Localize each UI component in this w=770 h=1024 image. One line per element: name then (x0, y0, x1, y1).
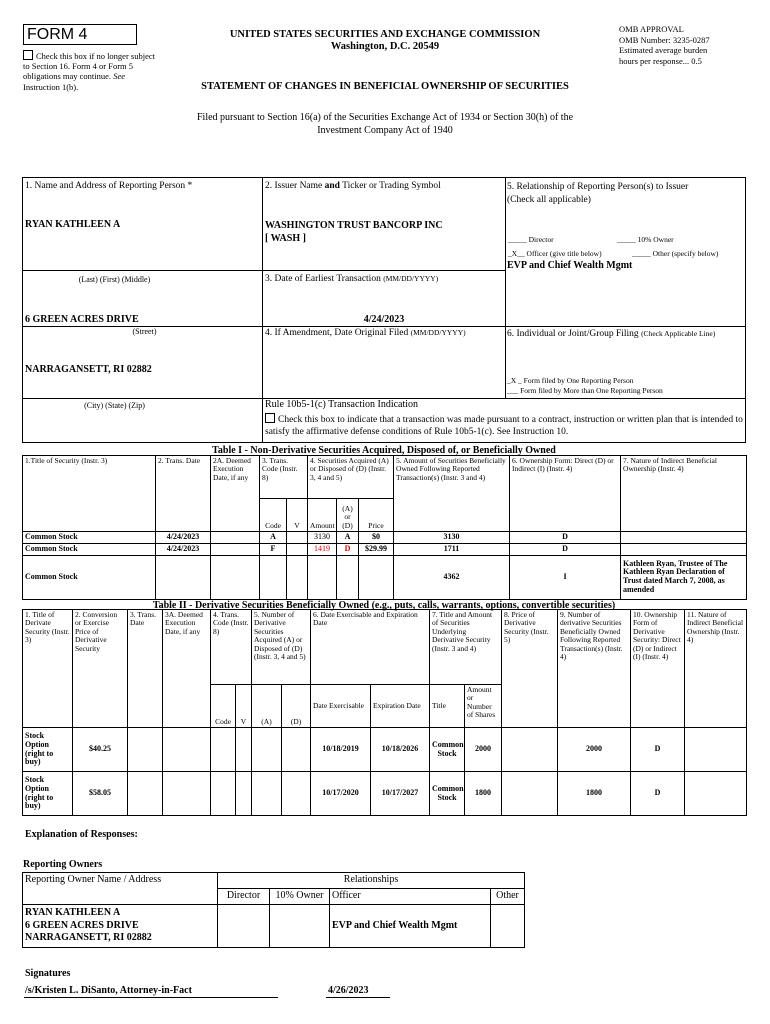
filing-option-one: _X _ Form filed by One Reporting Person (507, 376, 634, 385)
owners-h-name: Reporting Owner Name / Address (23, 873, 218, 889)
t1-h-amount: Amount (308, 499, 337, 532)
rule-text: Check this box to indicate that a transaction was made pursuant to a contract, instruction or written plan that is intended to satisfy the affirmative defense conditions of Rule 10b5-1(c). See Instruction 10. (265, 415, 743, 438)
issuer-name: WASHINGTON TRUST BANCORP INC [ WASH ] (265, 220, 443, 244)
t2-r1-owned: 1800 (558, 772, 631, 816)
t2-h-code-sub: Code (211, 685, 236, 728)
signature-date: 4/26/2023 (328, 985, 369, 996)
officer-title: EVP and Chief Wealth Mgmt (507, 260, 633, 271)
name-parts-label: (Last) (First) (Middle) (78, 275, 151, 284)
filing-label: 6. Individual or Joint/Group Filing (Check Applicable Line) (507, 329, 716, 339)
street-address: 6 GREEN ACRES DRIVE (25, 314, 139, 325)
t1-r1-owned: 1711 (394, 543, 510, 555)
t1-r0-price: $0 (359, 532, 394, 544)
t2-h-conv: 2. Conversion or Exercise Price of Derivative Security (73, 610, 128, 685)
table-row (23, 532, 747, 544)
issuer-label: 2. Issuer Name and Ticker or Trading Symbol (265, 181, 441, 191)
signatures-label: Signatures (25, 968, 71, 979)
filed-pursuant: Filed pursuant to Section 16(a) of the Securities Exchange Act of 1934 or Section 30(h) of the Investment Company Act of 1940 (196, 112, 574, 136)
t2-h-date-ex: Date Exercisable (311, 685, 371, 728)
t1-h-price: Price (359, 499, 394, 532)
t1-h-acquired: 4. Securities Acquired (A) or Disposed of (D) (Instr. 3, 4 and 5) (308, 456, 394, 499)
table-row (23, 728, 747, 772)
t1-h-title: 1.Title of Security (Instr. 3) (23, 456, 156, 499)
t1-r0-amount: 3130 (308, 532, 337, 544)
relationship-director: _____ Director (508, 235, 554, 244)
t2-r1-amount: 1800 (465, 772, 502, 816)
t2-r0-owned: 2000 (558, 728, 631, 772)
t1-h-owned: 5. Amount of Securities Beneficially Owned Following Reported Transaction(s) (Instr. 3 and 4) (394, 456, 510, 499)
owners-h-oth: Other (491, 889, 525, 905)
t1-r0-owned: 3130 (394, 532, 510, 544)
t2-h-code: 4. Trans. Code (Instr. 8) (211, 610, 252, 685)
owner-address: RYAN KATHLEEN A 6 GREEN ACRES DRIVE NARRAGANSETT, RI 02882 (23, 905, 218, 948)
t2-r1-date-ex: 10/17/2020 (311, 772, 371, 816)
relationship-officer: _X__ Officer (give title below) (508, 249, 602, 258)
t2-h-title: 1. Title of Derivate Security (Instr. 3) (23, 610, 73, 685)
t1-r1-date: 4/24/2023 (156, 543, 211, 555)
t1-h-date: 2. Trans. Date (156, 456, 211, 499)
t1-r0-title: Common Stock (23, 532, 156, 544)
filing-option-multi: ___ Form filed by More than One Reporting Person (507, 386, 663, 395)
t2-h-deemed: 3A. Deemed Execution Date, if any (163, 610, 211, 685)
t2-h-exp: Expiration Date (371, 685, 430, 728)
street-label: (Street) (132, 327, 157, 336)
t1-h-code-sub: Code (260, 499, 287, 532)
table2-title: Table II - Derivative Securities Beneficially Owned (e.g., puts, calls, warrants, options, convertible securities) (152, 600, 616, 611)
city-label: (City) (State) (Zip) (84, 401, 145, 410)
t2-h-v: V (236, 685, 252, 728)
t2-r0-security: Stock Option (right to buy) (23, 728, 73, 772)
t2-h-amount: Amount or Number of Shares (465, 685, 502, 728)
form-title: FORM 4 (23, 24, 137, 45)
t1-r2-nature: Kathleen Ryan, Trustee of The Kathleen Ryan Declaration of Trust dated March 7, 2008, as amended (621, 555, 747, 599)
t2-r0-title: Common Stock (430, 728, 465, 772)
t1-h-form: 6. Ownership Form: Direct (D) or Indirect (I) (Instr. 4) (510, 456, 621, 499)
owners-table (22, 872, 525, 948)
explanation-label: Explanation of Responses: (25, 829, 138, 840)
t1-r2-title: Common Stock (23, 555, 156, 599)
t1-r1-ad: D (337, 543, 359, 555)
t1-r1-code: F (260, 543, 287, 555)
section16-checkbox[interactable] (23, 50, 33, 60)
t2-h-underlying: 7. Title and Amount of Securities Underlying Derivative Security (Instr. 3 and 4) (430, 610, 502, 685)
t2-h-nature: 11. Nature of Indirect Beneficial Ownership (Instr. 4) (685, 610, 747, 685)
t2-h-number: 5. Number of Derivative Securities Acquired (A) or Disposed of (D) (Instr. 3, 4 and 5) (252, 610, 311, 685)
owners-h-ten: 10% Owner (270, 889, 330, 905)
t2-h-date: 3. Trans. Date (128, 610, 163, 685)
t1-r0-date: 4/24/2023 (156, 532, 211, 544)
city-state-zip: NARRAGANSETT, RI 02882 (25, 364, 152, 375)
relationship-label: 5. Relationship of Reporting Person(s) to Issuer (Check all applicable) (507, 182, 689, 206)
table2 (22, 609, 747, 816)
owners-h-off: Officer (330, 889, 491, 905)
t1-r2-form: I (510, 555, 621, 599)
t1-r1-price: $29.99 (359, 543, 394, 555)
owner-row (23, 905, 525, 948)
t2-r0-amount: 2000 (465, 728, 502, 772)
t2-r1-form: D (631, 772, 685, 816)
t2-h-form: 10. Ownership Form of Derivative Security: Direct (D) or Indirect (I) (Instr. 4) (631, 610, 685, 685)
t1-h-nature: 7. Nature of Indirect Beneficial Ownership (Instr. 4) (621, 456, 747, 499)
t1-r1-amount: 1419 (308, 543, 337, 555)
t1-h-code: 3. Trans. Code (Instr. 8) (260, 456, 308, 499)
owners-h-rel: Relationships (218, 873, 525, 889)
t1-h-v: V (287, 499, 308, 532)
t2-r0-form: D (631, 728, 685, 772)
t2-r1-exp: 10/17/2027 (371, 772, 430, 816)
t2-h-a: (A) (252, 685, 282, 728)
rule-label: Rule 10b5-1(c) Transaction Indication (265, 399, 419, 410)
t1-h-ad: (A) or (D) (337, 499, 359, 532)
t1-r2-owned: 4362 (394, 555, 510, 599)
t2-r1-security: Stock Option (right to buy) (23, 772, 73, 816)
t2-h-price: 8. Price of Derivative Security (Instr. 5) (502, 610, 558, 685)
earliest-transaction-label: 3. Date of Earliest Transaction (MM/DD/YYYY) (265, 274, 439, 284)
owners-label: Reporting Owners (23, 859, 103, 870)
t1-r0-form: D (510, 532, 621, 544)
omb-approval: OMB APPROVAL OMB Number: 3235-0287 Estimated average burden hours per response... 0.5 (619, 24, 710, 66)
amendment-label: 4. If Amendment, Date Original Filed (MM/DD/YYYY) (265, 328, 466, 338)
t1-r1-title: Common Stock (23, 543, 156, 555)
owners-h-dir: Director (218, 889, 270, 905)
table1 (22, 455, 747, 600)
t1-r0-ad: A (337, 532, 359, 544)
earliest-transaction-date: 4/24/2023 (363, 314, 405, 325)
table-row (23, 772, 747, 816)
table-row (23, 543, 747, 555)
t2-r1-title: Common Stock (430, 772, 465, 816)
t2-h-owned: 9. Number of derivative Securities Beneficially Owned Following Reported Transaction(s) (Instr. 4) (558, 610, 631, 685)
rule-checkbox[interactable] (265, 413, 275, 423)
t2-r0-exp: 10/18/2026 (371, 728, 430, 772)
t2-r0-date-ex: 10/18/2019 (311, 728, 371, 772)
t2-h-d: (D) (282, 685, 311, 728)
reporting-person-name: RYAN KATHLEEN A (25, 219, 121, 230)
signature-name: /s/Kristen L. DiSanto, Attorney-in-Fact (25, 985, 192, 996)
owner-officer: EVP and Chief Wealth Mgmt (330, 905, 491, 948)
agency-name: UNITED STATES SECURITIES AND EXCHANGE COMMISSION Washington, D.C. 20549 (229, 29, 541, 52)
t1-h-deemed: 2A. Deemed Execution Date, if any (211, 456, 260, 499)
relationship-ten-pct: _____ 10% Owner (617, 235, 674, 244)
t2-r0-price: $40.25 (73, 728, 128, 772)
t1-r0-code: A (260, 532, 287, 544)
t2-h-exercisable: 6. Date Exercisable and Expiration Date (311, 610, 430, 685)
t2-r1-price: $58.05 (73, 772, 128, 816)
statement-title: STATEMENT OF CHANGES IN BENEFICIAL OWNERSHIP OF SECURITIES (201, 81, 569, 92)
t2-h-title-sub: Title (430, 685, 465, 728)
relationship-other: _____ Other (specify below) (632, 249, 719, 258)
section16-note: Check this box if no longer subject to Section 16. Form 4 or Form 5 obligations may continue. See Instruction 1(b). (23, 51, 155, 92)
reporting-person-label: 1. Name and Address of Reporting Person * (25, 181, 193, 191)
t1-r1-form: D (510, 543, 621, 555)
table-row (23, 555, 747, 599)
table1-title: Table I - Non-Derivative Securities Acquired, Disposed of, or Beneficially Owned (212, 445, 556, 456)
